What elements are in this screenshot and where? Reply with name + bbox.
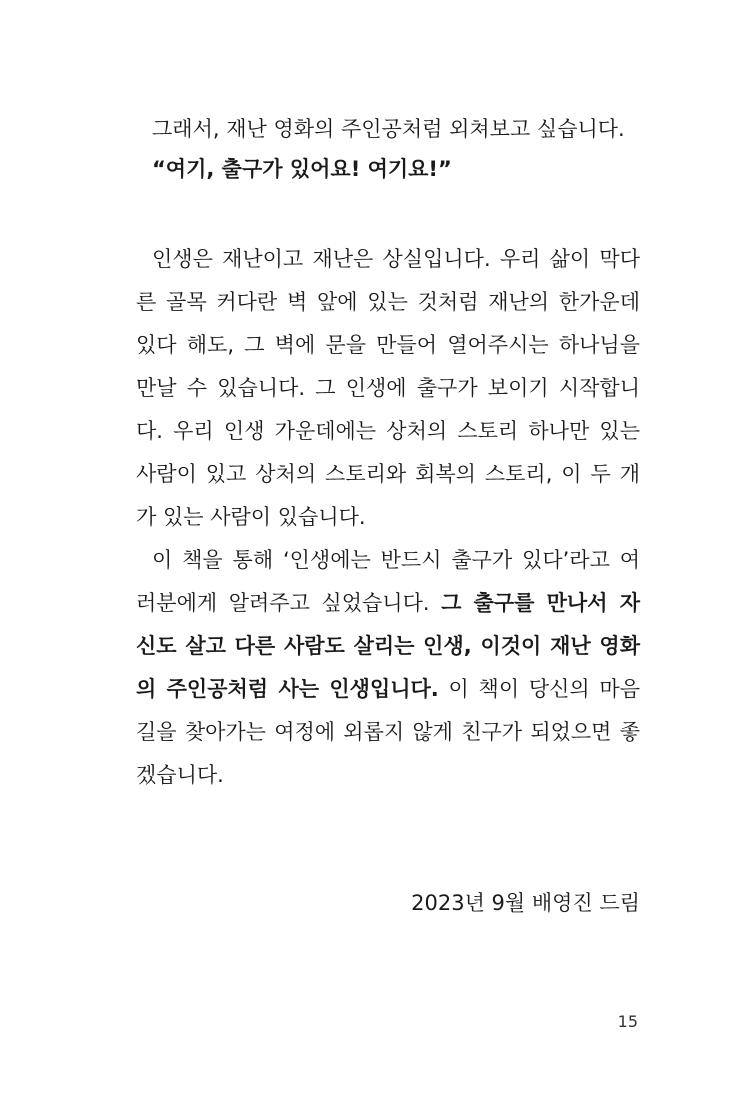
bold-text: 그 출구를 만나서 자 <box>441 591 640 615</box>
paragraph-line: 가 있는 사람이 있습니다. <box>136 505 366 529</box>
paragraph-line: 사람이 있고 상처의 스토리와 회복의 스토리, 이 두 개 <box>136 462 640 486</box>
paragraph-line: 이 책을 통해 ‘인생에는 반드시 출구가 있다’라고 여 <box>152 548 640 572</box>
paragraph-line: 다. 우리 인생 가운데에는 상처의 스토리 하나만 있는 <box>136 419 640 443</box>
paragraph-line <box>136 674 640 704</box>
paragraph-line: 있다 해도, 그 벽에 문을 만들어 열어주시는 하나님을 <box>136 333 640 357</box>
page-number: 15 <box>617 1012 638 1031</box>
normal-text: 이 책이 당신의 마음 <box>438 677 640 701</box>
paragraph-line: 길을 찾아가는 여정에 외롭지 않게 친구가 되었으면 좋 <box>136 720 640 744</box>
paragraph-line <box>136 588 640 618</box>
paragraph-line: 른 골목 커다란 벽 앞에 있는 것처럼 재난의 한가운데 <box>136 290 640 314</box>
paragraph-line: 만날 수 있습니다. 그 인생에 출구가 보이기 시작합니 <box>136 376 640 400</box>
intro-line: 그래서, 재난 영화의 주인공처럼 외쳐보고 싶습니다. <box>152 117 625 141</box>
paragraph-line: 겠습니다. <box>136 763 224 787</box>
paragraph-line: 인생은 재난이고 재난은 상실입니다. 우리 삶이 막다 <box>152 247 640 271</box>
normal-text: 러분에게 알려주고 싶었습니다. <box>136 591 442 615</box>
author-signature: 2023년 9월 배영진 드림 <box>411 891 640 915</box>
exit-quote: “여기, 출구가 있어요! 여기요!” <box>152 157 452 181</box>
paragraph-line: 신도 살고 다른 사람도 살리는 인생, 이것이 재난 영화 <box>136 634 640 658</box>
bold-text: 의 주인공처럼 사는 인생입니다. <box>136 677 439 701</box>
